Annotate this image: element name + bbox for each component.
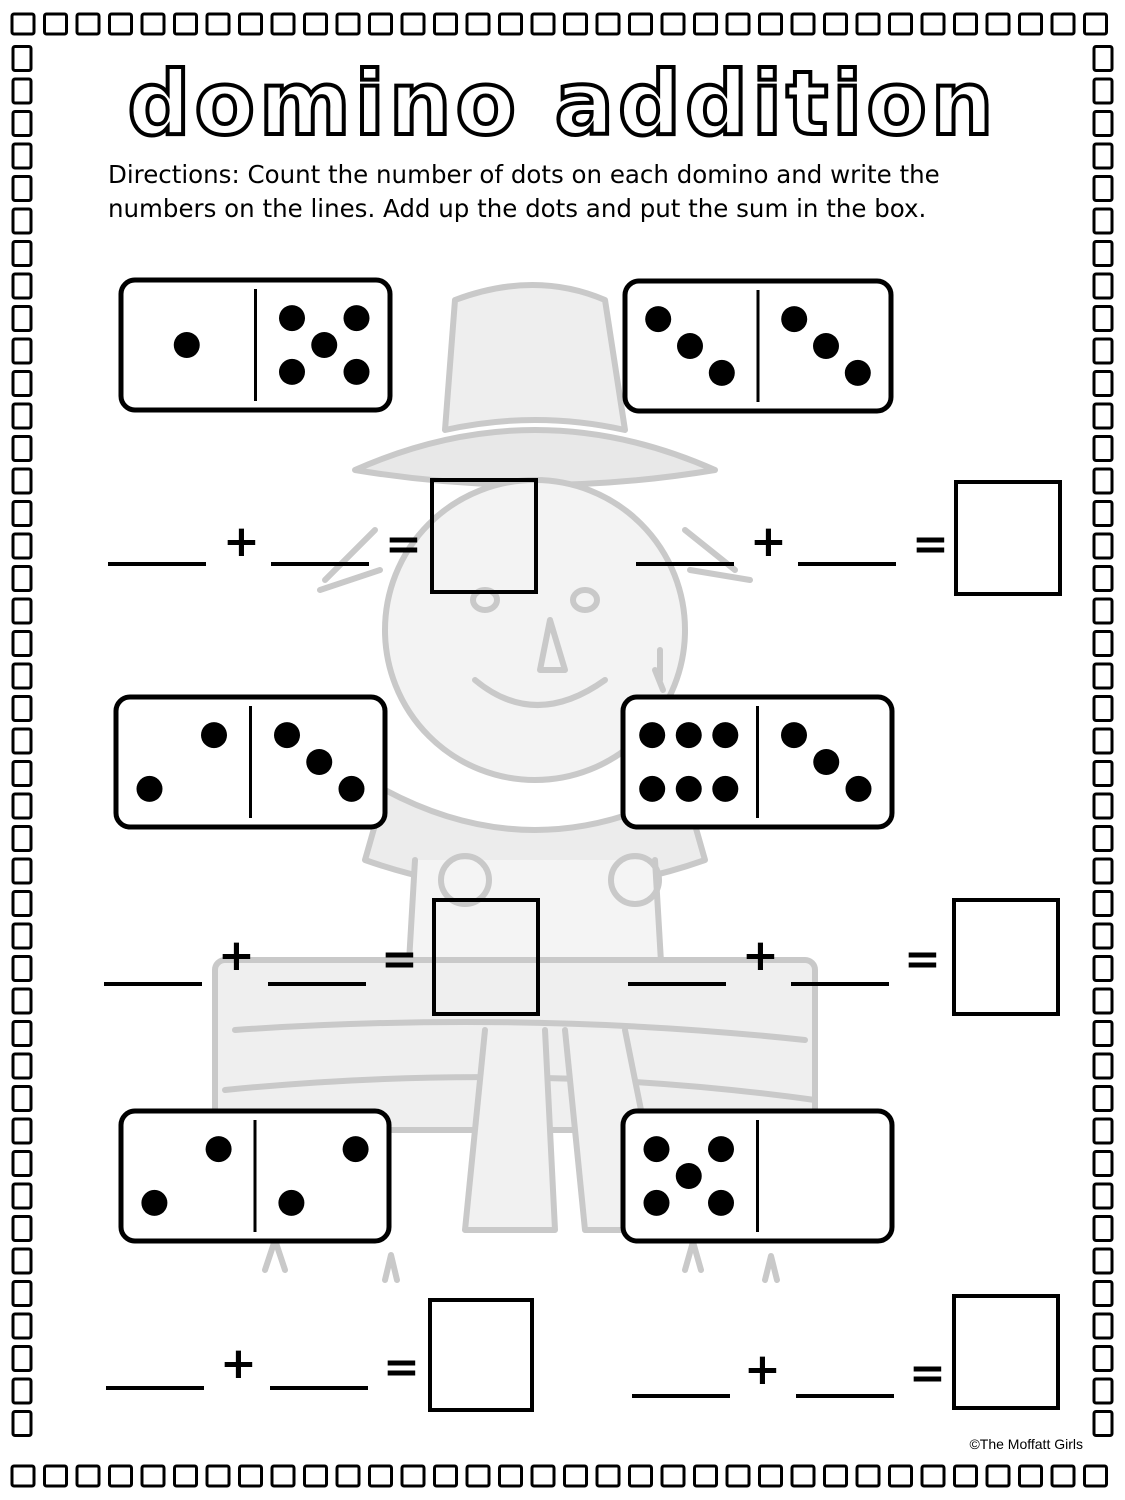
border-square: [13, 762, 31, 786]
addend-line-1[interactable]: [106, 1386, 204, 1390]
border-square: [13, 1314, 31, 1338]
domino-pip-right: [344, 305, 370, 331]
border-square: [45, 14, 67, 34]
border-square: [305, 14, 327, 34]
border-square: [1094, 404, 1112, 428]
border-square: [207, 14, 229, 34]
border-square: [12, 1466, 34, 1486]
border-square: [13, 1347, 31, 1371]
border-square: [240, 14, 262, 34]
domino-pip-right: [278, 1190, 304, 1216]
domino-pip-left: [206, 1136, 232, 1162]
border-square: [13, 859, 31, 883]
border-square: [13, 534, 31, 558]
equals-sign: =: [383, 1342, 420, 1393]
addend-line-2[interactable]: [798, 562, 896, 566]
border-square: [1052, 1466, 1074, 1486]
border-square: [467, 14, 489, 34]
border-square: [1094, 1249, 1112, 1273]
addend-line-2[interactable]: [270, 1386, 368, 1390]
equals-sign: =: [381, 934, 418, 985]
border-square: [13, 307, 31, 331]
border-square: [1094, 794, 1112, 818]
border-square: [337, 14, 359, 34]
domino-pip-left: [712, 776, 738, 802]
border-square: [1094, 1119, 1112, 1143]
plus-sign: +: [750, 516, 787, 567]
domino-pip-left: [676, 776, 702, 802]
border-square: [337, 1466, 359, 1486]
border-square: [110, 14, 132, 34]
border-square: [955, 14, 977, 34]
border-square: [760, 1466, 782, 1486]
border-square: [1094, 1217, 1112, 1241]
border-square: [77, 14, 99, 34]
border-square: [630, 1466, 652, 1486]
equation-row-4: [628, 898, 1098, 1018]
border-square: [1094, 762, 1112, 786]
border-square: [435, 14, 457, 34]
equals-sign: =: [385, 519, 422, 570]
equation-row-2: [636, 478, 1106, 598]
sum-box[interactable]: [954, 480, 1062, 596]
addend-line-2[interactable]: [268, 982, 366, 986]
domino-3: [113, 694, 388, 830]
domino-pip-right: [274, 722, 300, 748]
addend-line-1[interactable]: [636, 562, 734, 566]
border-square: [825, 14, 847, 34]
border-square: [13, 989, 31, 1013]
addend-line-1[interactable]: [632, 1394, 730, 1398]
border-square: [272, 14, 294, 34]
equation-row-5: [106, 1298, 576, 1418]
border-square: [13, 372, 31, 396]
border-square: [1094, 859, 1112, 883]
border-square: [1094, 339, 1112, 363]
border-square: [1094, 827, 1112, 851]
domino-pip-right: [344, 359, 370, 385]
border-square: [13, 339, 31, 363]
plus-sign: +: [218, 930, 255, 981]
border-square: [695, 14, 717, 34]
domino-pip-left: [709, 360, 735, 386]
plus-sign: +: [223, 516, 260, 567]
domino-pip-right: [845, 360, 871, 386]
domino-pip-left: [174, 332, 200, 358]
border-square: [1094, 632, 1112, 656]
domino-pip-left: [645, 306, 671, 332]
border-square: [13, 1217, 31, 1241]
border-square: [760, 14, 782, 34]
border-square: [370, 1466, 392, 1486]
border-square: [1094, 1412, 1112, 1436]
border-square: [402, 14, 424, 34]
border-square: [13, 1119, 31, 1143]
domino-pip-left: [644, 1136, 670, 1162]
border-square: [1085, 14, 1107, 34]
border-square: [1085, 1466, 1107, 1486]
border-square: [532, 1466, 554, 1486]
border-square: [13, 827, 31, 851]
border-square: [13, 1152, 31, 1176]
domino-2: [622, 278, 894, 414]
border-square: [630, 14, 652, 34]
border-square: [435, 1466, 457, 1486]
border-square: [857, 1466, 879, 1486]
border-square: [207, 1466, 229, 1486]
border-square: [597, 1466, 619, 1486]
border-square: [13, 242, 31, 266]
domino-pip-left: [201, 722, 227, 748]
border-square: [1094, 697, 1112, 721]
border-square: [13, 502, 31, 526]
border-square: [13, 892, 31, 916]
border-square: [890, 14, 912, 34]
worksheet-title: domino addition: [127, 52, 998, 155]
domino-pip-left: [677, 333, 703, 359]
sum-box[interactable]: [428, 1298, 534, 1412]
copyright-credit: ©The Moffatt Girls: [969, 1436, 1083, 1452]
border-square: [13, 567, 31, 591]
border-square: [45, 1466, 67, 1486]
border-square: [922, 1466, 944, 1486]
border-square: [13, 1054, 31, 1078]
border-square: [1094, 1022, 1112, 1046]
border-square: [727, 1466, 749, 1486]
domino-pip-right: [306, 749, 332, 775]
domino-pip-right: [781, 306, 807, 332]
domino-pip-right: [343, 1136, 369, 1162]
border-square: [792, 1466, 814, 1486]
equals-sign: =: [912, 519, 949, 570]
directions-text: Directions: Count the number of dots on each domino and write the numbers on the lines. Add up the dots and put the sum in the box.: [108, 160, 940, 223]
border-square: [13, 1022, 31, 1046]
border-square: [565, 1466, 587, 1486]
border-square: [13, 1412, 31, 1436]
border-square: [1094, 437, 1112, 461]
border-square: [13, 957, 31, 981]
border-square: [1094, 599, 1112, 623]
border-square: [12, 14, 34, 34]
equation-row-3: [104, 898, 574, 1018]
border-square: [13, 794, 31, 818]
border-square: [532, 14, 554, 34]
domino-pip-right: [813, 333, 839, 359]
border-square: [792, 14, 814, 34]
domino-pip-right: [781, 722, 807, 748]
addend-line-2[interactable]: [271, 562, 369, 566]
border-square: [142, 1466, 164, 1486]
border-square: [402, 1466, 424, 1486]
equals-sign: =: [909, 1348, 946, 1399]
border-square: [272, 1466, 294, 1486]
border-square: [13, 632, 31, 656]
border-square: [500, 14, 522, 34]
border-square: [13, 209, 31, 233]
equation-row-6: [632, 1294, 1102, 1414]
border-square: [1094, 1054, 1112, 1078]
domino-4: [620, 694, 895, 830]
addend-line-1[interactable]: [628, 982, 726, 986]
border-square: [1094, 307, 1112, 331]
border-square: [987, 14, 1009, 34]
addend-line-1[interactable]: [108, 562, 206, 566]
border-square: [13, 599, 31, 623]
border-square: [662, 1466, 684, 1486]
domino-5: [118, 1108, 392, 1244]
border-square: [565, 14, 587, 34]
domino-pip-right: [813, 749, 839, 775]
domino-pip-left: [676, 722, 702, 748]
border-square: [857, 14, 879, 34]
domino-1: [118, 277, 393, 413]
domino-pip-left: [639, 776, 665, 802]
addend-line-1[interactable]: [104, 982, 202, 986]
domino-pip-right: [279, 305, 305, 331]
addend-line-2[interactable]: [796, 1394, 894, 1398]
border-square: [1094, 729, 1112, 753]
border-square: [13, 437, 31, 461]
domino-pip-left: [644, 1190, 670, 1216]
border-square: [77, 1466, 99, 1486]
plus-sign: +: [744, 1344, 781, 1395]
border-square: [1094, 274, 1112, 298]
border-square: [110, 1466, 132, 1486]
domino-6: [620, 1108, 895, 1244]
domino-pip-right: [311, 332, 337, 358]
border-square: [13, 177, 31, 201]
domino-pip-right: [846, 776, 872, 802]
domino-pip-left: [708, 1136, 734, 1162]
border-square: [1094, 242, 1112, 266]
domino-pip-left: [141, 1190, 167, 1216]
border-square: [13, 924, 31, 948]
border-square: [13, 729, 31, 753]
border-square: [1094, 1087, 1112, 1111]
border-square: [695, 1466, 717, 1486]
border-square: [13, 1249, 31, 1273]
equation-row-1: [108, 478, 578, 598]
border-square: [662, 14, 684, 34]
border-square: [727, 14, 749, 34]
plus-sign: +: [742, 930, 779, 981]
domino-pip-left: [639, 722, 665, 748]
domino-pip-left: [676, 1163, 702, 1189]
border-square: [13, 664, 31, 688]
border-square: [597, 14, 619, 34]
border-square: [500, 1466, 522, 1486]
border-square: [1020, 14, 1042, 34]
border-square: [1094, 664, 1112, 688]
border-square: [1094, 209, 1112, 233]
domino-pip-right: [339, 776, 365, 802]
border-square: [955, 1466, 977, 1486]
plus-sign: +: [220, 1338, 257, 1389]
border-square: [467, 1466, 489, 1486]
sum-box[interactable]: [952, 898, 1060, 1016]
border-square: [370, 14, 392, 34]
border-square: [175, 1466, 197, 1486]
border-square: [1094, 372, 1112, 396]
border-square: [13, 1087, 31, 1111]
domino-pip-right: [279, 359, 305, 385]
domino-pip-left: [712, 722, 738, 748]
domino-pip-left: [137, 776, 163, 802]
border-square: [13, 469, 31, 493]
border-square: [13, 697, 31, 721]
border-square: [1020, 1466, 1042, 1486]
border-square: [13, 1184, 31, 1208]
border-square: [305, 1466, 327, 1486]
border-square: [890, 1466, 912, 1486]
border-square: [142, 14, 164, 34]
addend-line-2[interactable]: [791, 982, 889, 986]
border-square: [13, 1282, 31, 1306]
sum-box[interactable]: [952, 1294, 1060, 1410]
border-square: [825, 1466, 847, 1486]
border-square: [13, 404, 31, 428]
border-square: [1094, 1152, 1112, 1176]
border-square: [13, 274, 31, 298]
border-square: [1094, 1184, 1112, 1208]
border-square: [240, 1466, 262, 1486]
border-square: [175, 14, 197, 34]
border-square: [987, 1466, 1009, 1486]
domino-pip-left: [708, 1190, 734, 1216]
equals-sign: =: [904, 934, 941, 985]
border-square: [1052, 14, 1074, 34]
border-square: [922, 14, 944, 34]
border-square: [13, 1379, 31, 1403]
sum-box[interactable]: [430, 478, 538, 594]
sum-box[interactable]: [432, 898, 540, 1016]
border-square: [1094, 177, 1112, 201]
